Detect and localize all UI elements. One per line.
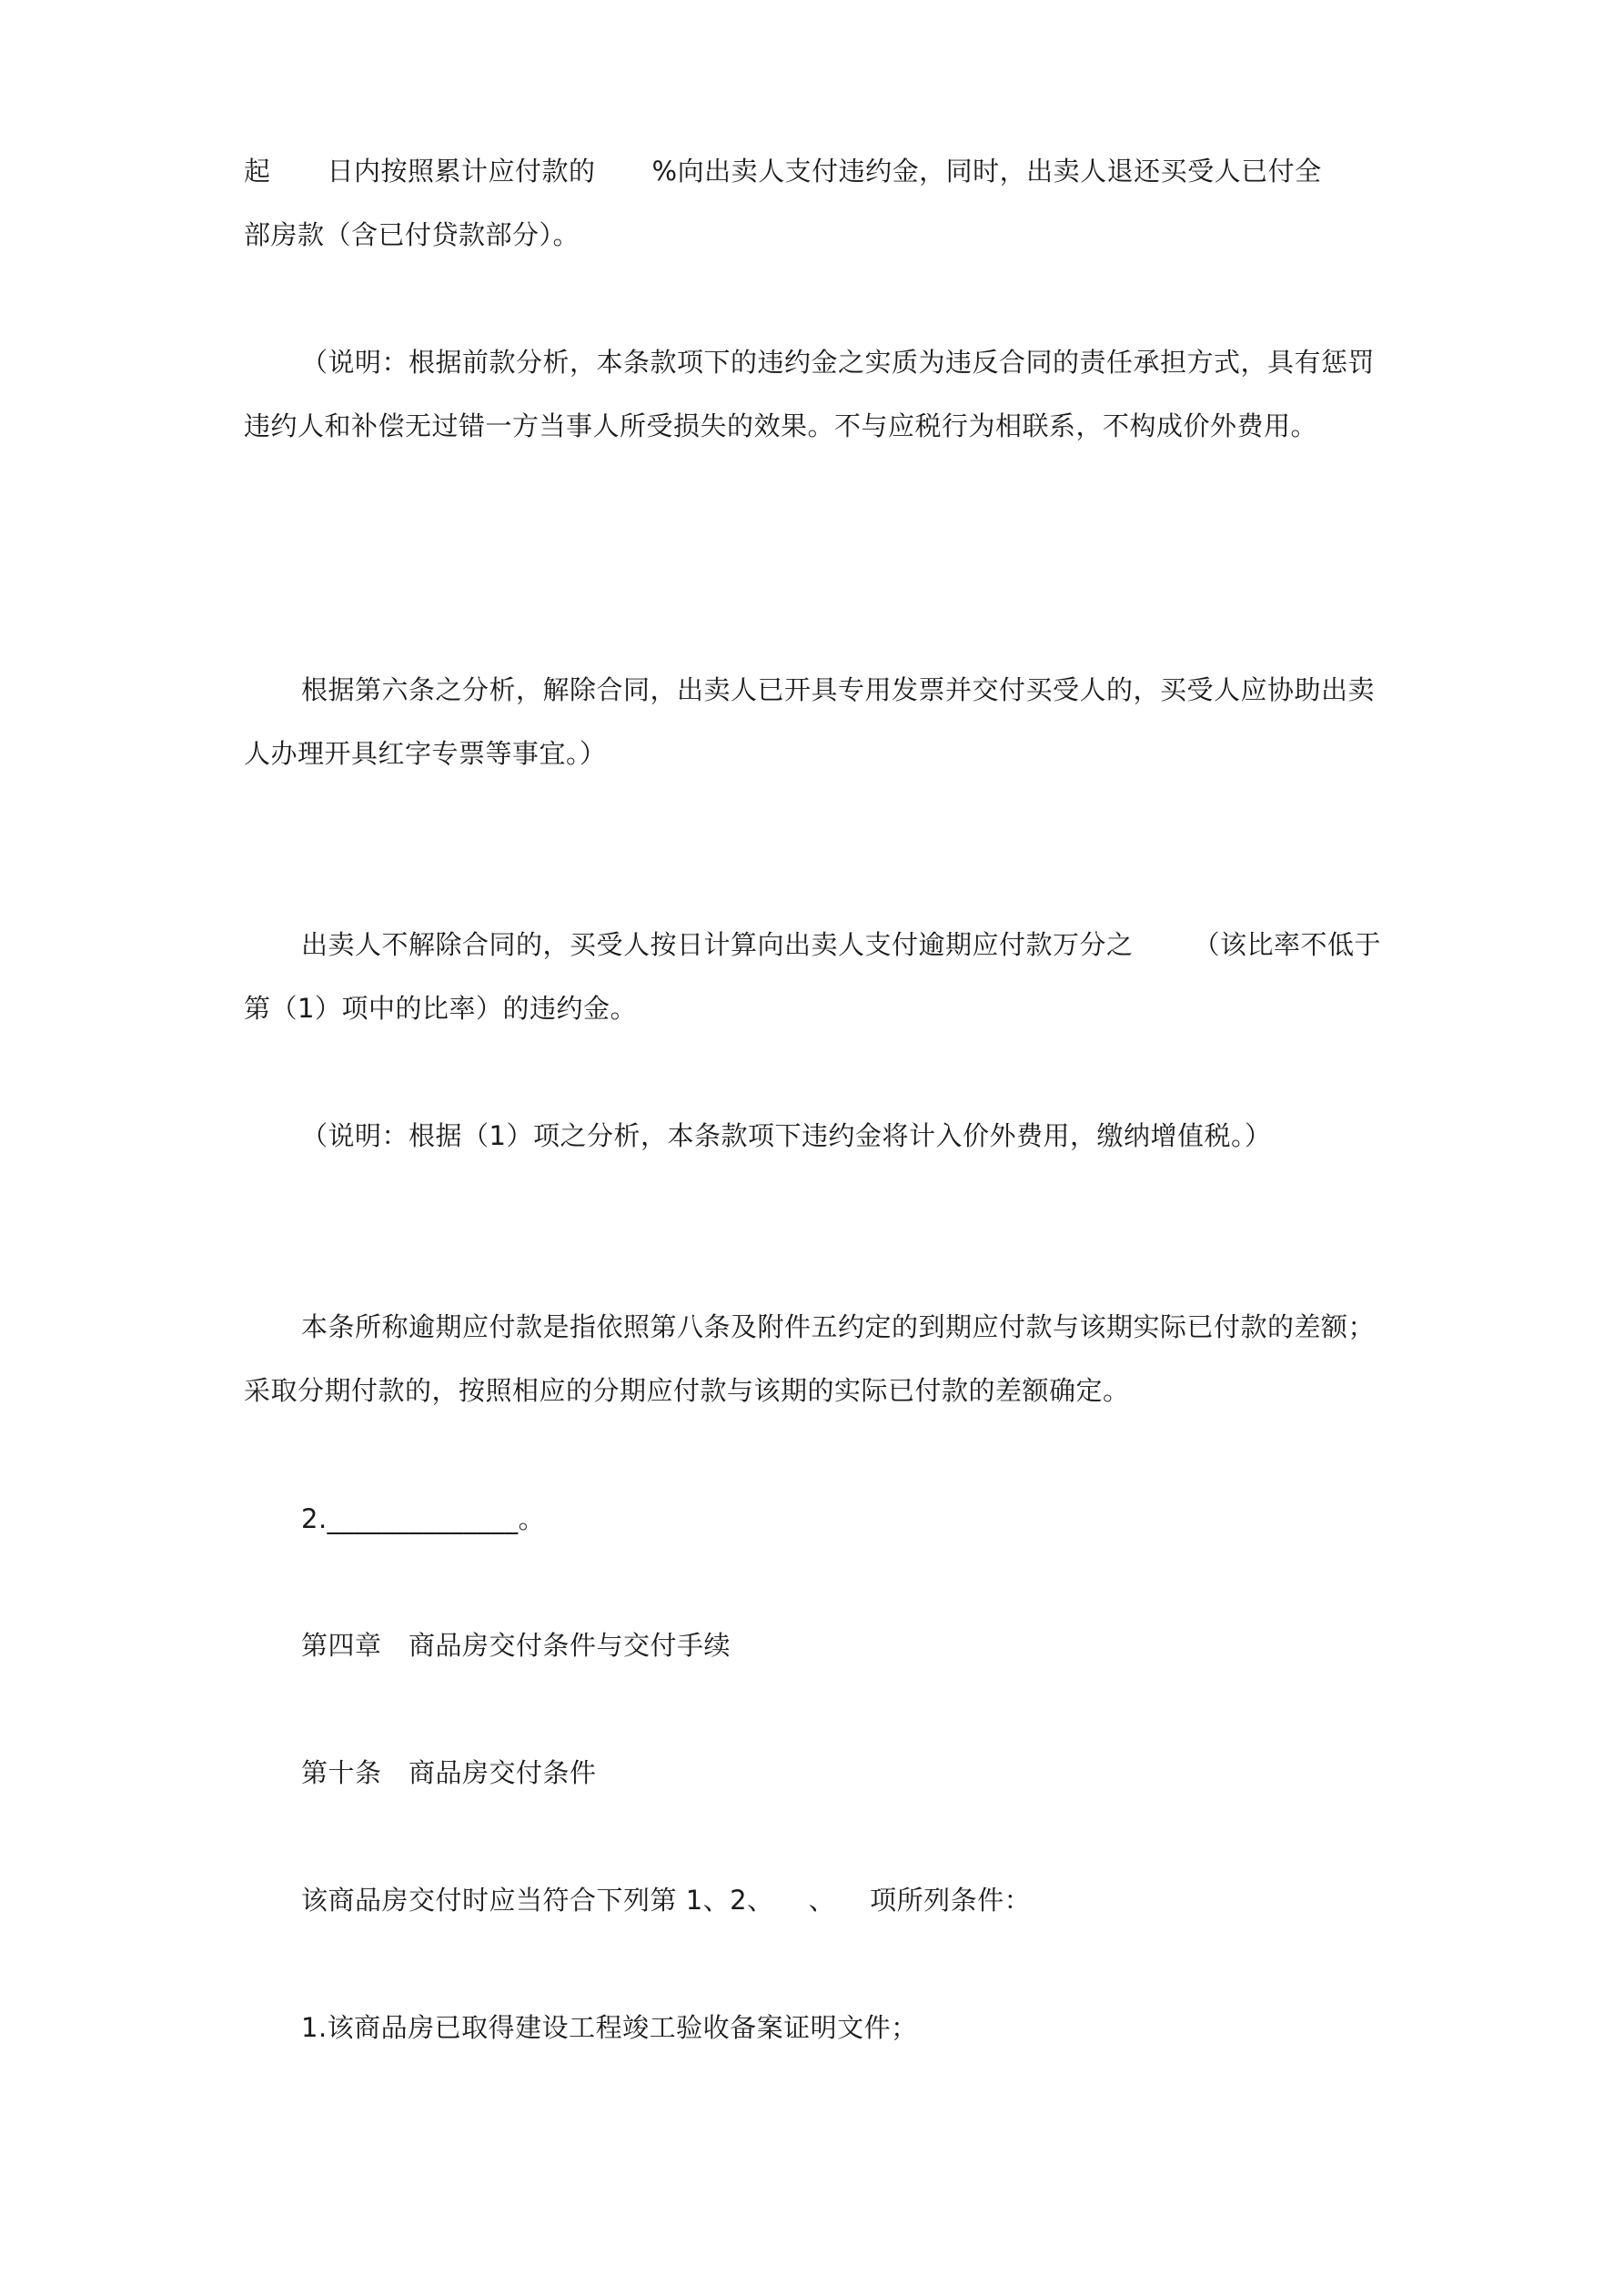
article-heading: 第十条 商品房交付条件: [301, 1757, 597, 1788]
text-fragment: 、: [808, 1885, 836, 1916]
paragraph-definition: 本条所称逾期应付款是指依照第八条及附件五约定的到期应付款与该期实际已付款的差额；采取分期付款的，按照相应的分期应付款与该期的实际已付款的差额确定。: [244, 1311, 1376, 1406]
paragraph-conditions: [301, 1868, 1031, 1932]
text-fragment: 该商品房交付时应当符合下列第 1、2、: [301, 1885, 774, 1916]
paragraph-penalty-line-2: 部房款（含已付贷款部分）。: [244, 219, 580, 250]
text-fragment: （该比率不低于第（1）项中的比率）的违约金。: [244, 929, 1382, 1024]
text-fragment: 出卖人不解除合同的，买受人按日计算向出卖人支付逾期应付款万分之: [301, 929, 1134, 960]
item-2-blank: 2.______________。: [301, 1503, 546, 1534]
paragraph-late-payment: [244, 913, 1395, 1040]
paragraph-explanation-2: （说明：根据（1）项之分析，本条款项下违约金将计入价外费用，缴纳增值税。）: [301, 1120, 1272, 1151]
text-fragment: 项所列条件：: [870, 1885, 1032, 1916]
text-fragment: 起: [244, 156, 271, 187]
text-fragment: 日内按照累计应付款的: [327, 156, 596, 187]
paragraph-explanation-1: （说明：根据前款分析，本条款项下的违约金之实质为违反合同的责任承担方式，具有惩罚违约人和补偿无过错一方当事人所受损失的效果。不与应税行为相联系，不构成价外费用。: [244, 347, 1376, 441]
condition-item-1: 1.该商品房已取得建设工程竣工验收备案证明文件；: [301, 2012, 918, 2043]
paragraph-red-invoice: 根据第六条之分析，解除合同，出卖人已开具专用发票并交付买受人的，买受人应协助出卖人办理开具红字专票等事宜。）: [244, 674, 1376, 769]
text-fragment: %向出卖人支付违约金，同时，出卖人退还买受人已付全: [651, 156, 1322, 187]
paragraph-penalty-line-1: [244, 139, 1322, 203]
chapter-heading: 第四章 商品房交付条件与交付手续: [301, 1630, 731, 1661]
